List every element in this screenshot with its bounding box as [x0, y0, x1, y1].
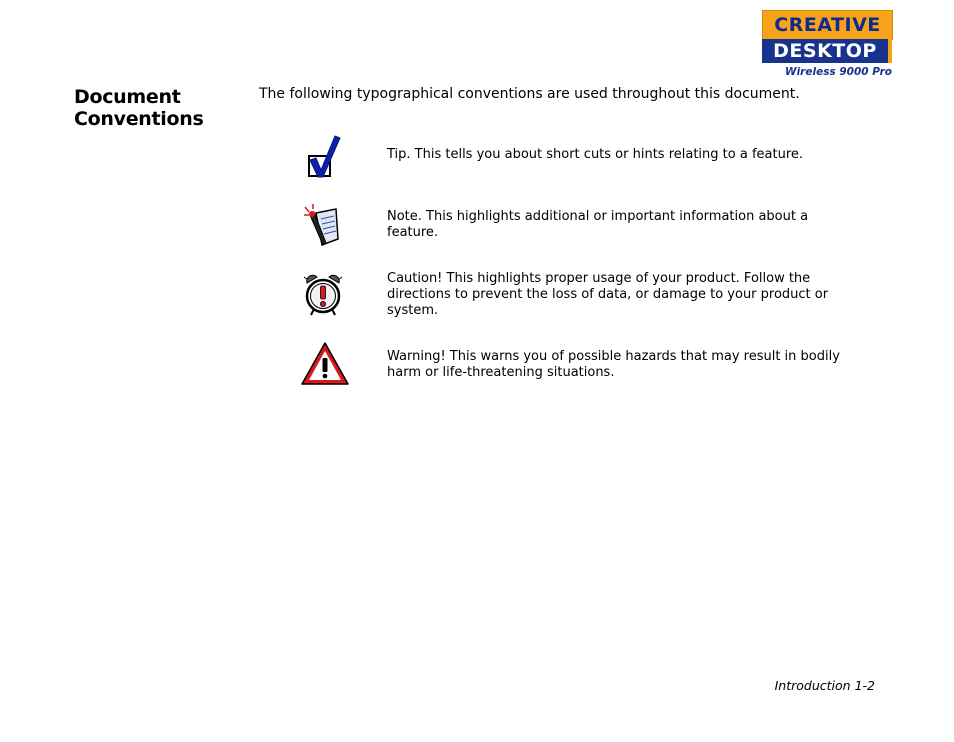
logo-accent: [888, 39, 892, 63]
logo-model: Wireless 9000 Pro: [785, 66, 892, 78]
warning-text: Warning! This warns you of possible hazards that may result in bodily harm or life-threatening situations.: [387, 349, 840, 380]
page-footer: Introduction 1-2: [774, 678, 875, 693]
note-text: Note. This highlights additional or important information about a feature.: [387, 209, 809, 240]
caution-text: Caution! This highlights proper usage of your product. Follow the directions to prevent the loss of data, or damage to your product or system.: [387, 271, 829, 318]
logo-brand: CREATIVE: [762, 10, 893, 40]
warning-triangle-icon: [300, 341, 350, 386]
alarm-clock-icon: [303, 271, 343, 317]
intro-text: The following typographical conventions are used throughout this document.: [259, 86, 800, 102]
section-title: Document Conventions: [74, 86, 204, 130]
notepad-icon: [302, 203, 342, 247]
checkmark-icon: [306, 134, 342, 180]
logo-product: DESKTOP: [762, 39, 888, 63]
tip-text: Tip. This tells you about short cuts or hints relating to a feature.: [387, 147, 804, 162]
creative-desktop-logo: [762, 10, 892, 78]
